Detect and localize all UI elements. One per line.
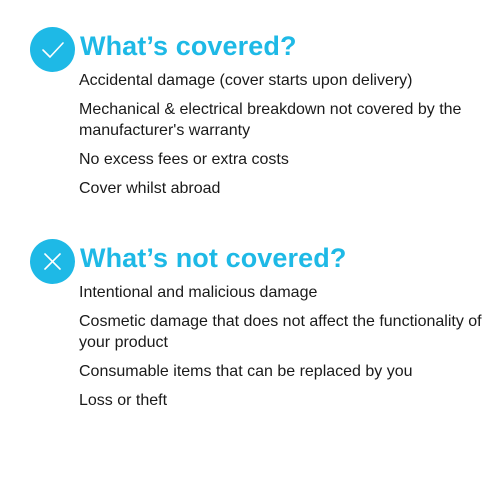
list-item: Cosmetic damage that does not affect the functionality of your product — [79, 313, 482, 351]
covered-heading: What’s covered? — [80, 31, 297, 61]
list-item: Loss or theft — [79, 392, 168, 409]
list-item: Consumable items that can be replaced by you — [79, 363, 413, 380]
covered-section — [30, 26, 490, 197]
not-covered-list — [79, 282, 489, 419]
list-item: Cover whilst abroad — [79, 180, 221, 197]
list-item: No excess fees or extra costs — [79, 151, 289, 168]
covered-list — [79, 70, 489, 207]
not-covered-heading-row — [30, 238, 490, 288]
cross-icon — [30, 239, 75, 284]
list-item: Mechanical & electrical breakdown not covered by the manufacturer's warranty — [79, 101, 462, 139]
list-item: Accidental damage (cover starts upon delivery) — [79, 72, 413, 89]
not-covered-section — [30, 238, 490, 409]
check-icon — [30, 27, 75, 72]
covered-heading-row — [30, 26, 490, 76]
list-item: Intentional and malicious damage — [79, 284, 318, 301]
not-covered-heading: What’s not covered? — [80, 243, 347, 273]
